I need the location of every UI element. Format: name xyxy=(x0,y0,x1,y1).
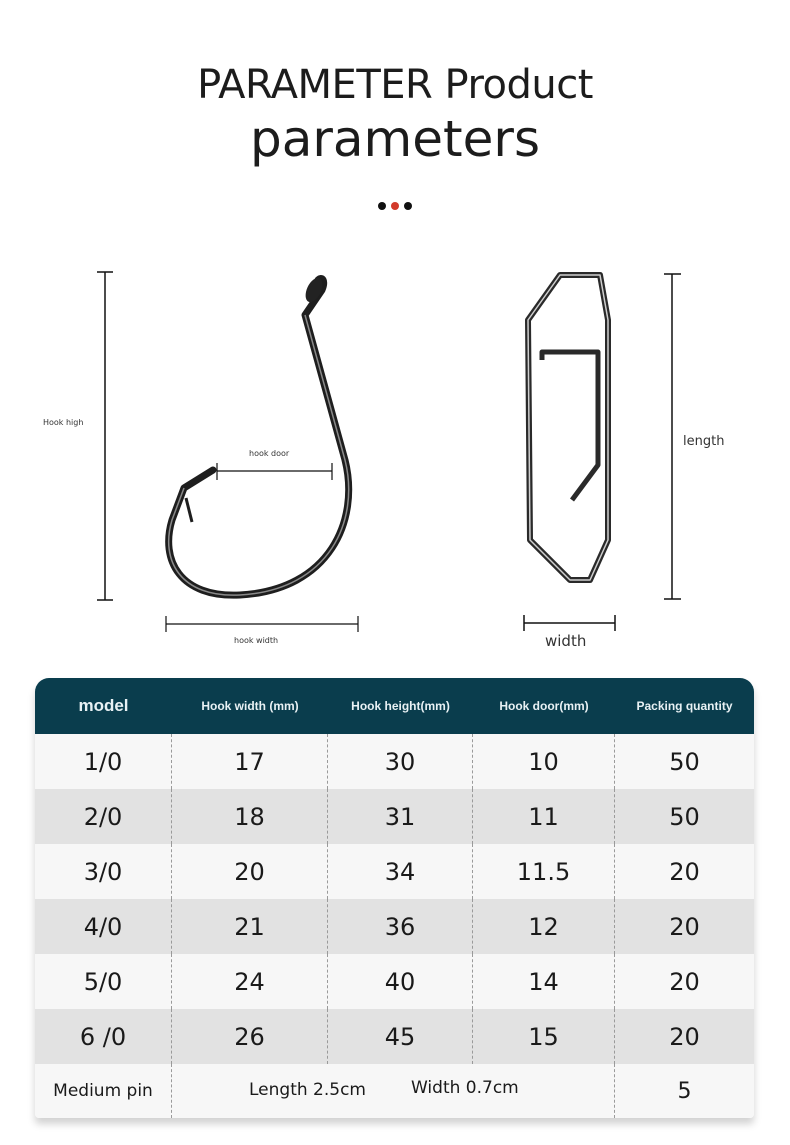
footer-width: Width 0.7cm xyxy=(411,1078,519,1098)
table-header xyxy=(35,678,754,734)
footer-model: Medium pin xyxy=(35,1064,172,1118)
cell-hook-width: 17 xyxy=(172,734,328,789)
table-row xyxy=(35,1009,754,1064)
table-row xyxy=(35,954,754,1009)
cell-packing-quantity: 50 xyxy=(669,747,700,776)
corner-decoration xyxy=(0,0,95,60)
snap-pin-icon xyxy=(490,260,750,660)
page-subtitle: parameters xyxy=(249,110,540,168)
table-row xyxy=(35,789,754,844)
pin-width-label: width xyxy=(545,632,587,650)
decorative-dots xyxy=(378,202,412,210)
cell-model: 3/0 xyxy=(35,844,172,899)
cell-hook-height: 30 xyxy=(328,734,473,789)
parameter-table xyxy=(35,678,754,1118)
cell-packing-quantity: 20 xyxy=(669,1022,700,1051)
column-header-hook-width: Hook width (mm) xyxy=(201,699,299,713)
column-header-hook-height: Hook height(mm) xyxy=(351,699,450,713)
cell-packing-quantity: 20 xyxy=(669,912,700,941)
hook-height-label: Hook high xyxy=(43,418,84,427)
cell-hook-width: 21 xyxy=(172,899,328,954)
table-row xyxy=(35,734,754,789)
footer-length: Length 2.5cm xyxy=(249,1080,366,1100)
cell-hook-door: 12 xyxy=(473,899,615,954)
table-row xyxy=(35,844,754,899)
cell-model: 5/0 xyxy=(35,954,172,1009)
cell-model: 4/0 xyxy=(35,899,172,954)
pin-diagram xyxy=(490,260,750,660)
table-footer-row xyxy=(35,1064,754,1118)
table-row xyxy=(35,899,754,954)
cell-hook-door: 15 xyxy=(473,1009,615,1064)
cell-hook-height: 45 xyxy=(328,1009,473,1064)
footer-dimensions xyxy=(172,1064,615,1118)
cell-hook-height: 34 xyxy=(328,844,473,899)
column-header-packing-quantity: Packing quantity xyxy=(636,699,733,713)
cell-hook-door: 11.5 xyxy=(473,844,615,899)
hook-door-label: hook door xyxy=(249,449,290,458)
cell-hook-height: 40 xyxy=(328,954,473,1009)
hook-width-label: hook width xyxy=(234,636,279,645)
cell-hook-width: 24 xyxy=(172,954,328,1009)
cell-hook-door: 14 xyxy=(473,954,615,1009)
cell-model: 6 /0 xyxy=(35,1009,172,1064)
cell-packing-quantity: 20 xyxy=(669,967,700,996)
dot-icon-accent xyxy=(391,202,399,210)
cell-hook-height: 31 xyxy=(328,789,473,844)
cell-hook-width: 20 xyxy=(172,844,328,899)
page-title: PARAMETER Product xyxy=(197,62,593,108)
cell-hook-door: 11 xyxy=(473,789,615,844)
cell-packing-quantity: 20 xyxy=(669,857,700,886)
column-header-hook-door: Hook door(mm) xyxy=(499,699,589,713)
hook-diagram xyxy=(0,260,400,660)
cell-model: 1/0 xyxy=(35,734,172,789)
column-header-model: model xyxy=(78,696,129,715)
cell-hook-door: 10 xyxy=(473,734,615,789)
dot-icon xyxy=(404,202,412,210)
footer-quantity: 5 xyxy=(677,1078,692,1104)
cell-hook-width: 26 xyxy=(172,1009,328,1064)
pin-length-label: length xyxy=(683,434,725,449)
cell-packing-quantity: 50 xyxy=(669,802,700,831)
cell-hook-width: 18 xyxy=(172,789,328,844)
dot-icon xyxy=(378,202,386,210)
cell-model: 2/0 xyxy=(35,789,172,844)
cell-hook-height: 36 xyxy=(328,899,473,954)
fishing-hook-icon xyxy=(0,260,400,660)
